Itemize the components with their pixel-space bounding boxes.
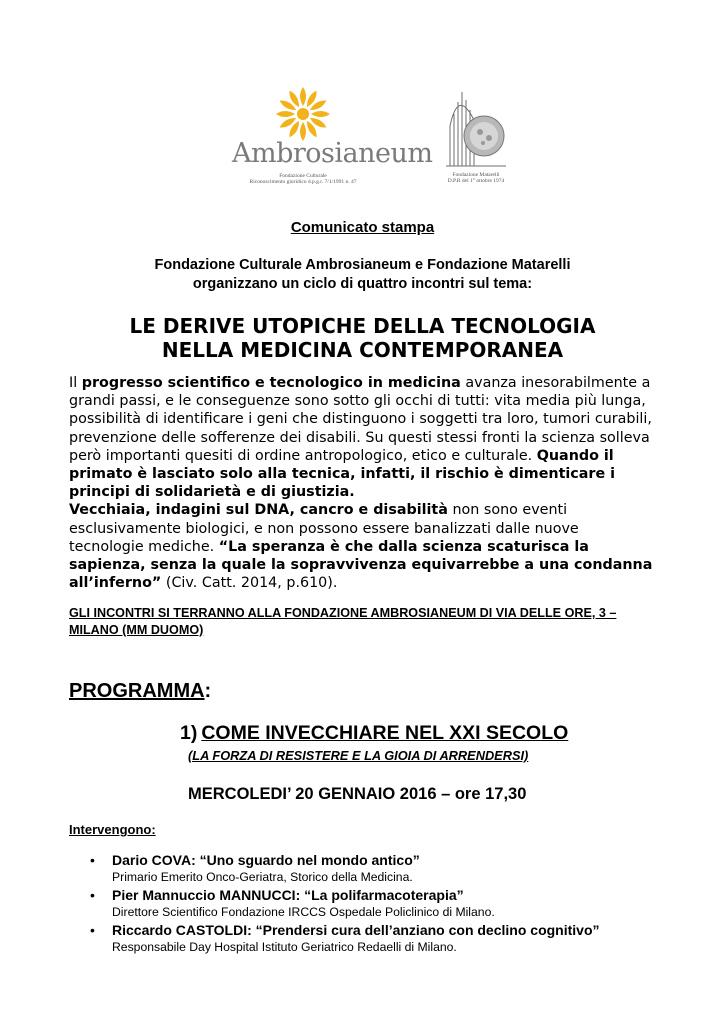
matarelli-logo bbox=[436, 86, 516, 196]
speaker-role: Direttore Scientifico Fondazione IRCCS Ospedale Policlinico di Milano. bbox=[112, 905, 495, 919]
event-name: COME INVECCHIARE NEL XXI SECOLO bbox=[201, 722, 569, 744]
bullet-icon: • bbox=[90, 887, 95, 903]
body-text-segment: avanza inesorabilmente a grandi passi, e le conseguenze sono sotto gli occhi di tutti: vita media più lunga, possibilità di identificare i geni che distinguono i soggetti tra loro, tumori curabili, prevenzione delle sofferenze dei disabili. Su questi stessi fronti la scienza solleva però importanti quesiti di ordine antropologico, etico e culturale. bbox=[69, 375, 652, 464]
bullet-icon: • bbox=[90, 852, 95, 868]
program-heading-label: PROGRAMMA bbox=[69, 680, 205, 702]
program-heading bbox=[69, 680, 211, 703]
press-release-label: Comunicato stampa bbox=[290, 219, 435, 236]
speaker-role: Responsabile Day Hospital Istituto Geriatrico Redaelli di Milano. bbox=[112, 940, 457, 954]
list-item bbox=[90, 852, 690, 885]
event-date: MERCOLEDI’ 20 GENNAIO 2016 – ore 17,30 bbox=[188, 785, 527, 803]
body-text-segment: non sono eventi esclusivamente biologici, e non possono essere banalizzati dalle nuove tecnologie mediche. bbox=[69, 502, 579, 555]
body-bold-segment: Quando il primato è lasciato solo alla tecnica, infatti, il rischio è dimenticare i principi di solidarietà e di giustizia. bbox=[69, 447, 616, 501]
event-number: 1) bbox=[180, 722, 198, 744]
speakers-list bbox=[90, 852, 690, 957]
body-text-segment: Il bbox=[69, 375, 82, 391]
list-item bbox=[90, 887, 690, 920]
ambrosianeum-caption-2: Riconoscimento giuridico d.p.g.r. 7/1/1991 n. 47 bbox=[249, 179, 357, 185]
matarelli-emblem-icon bbox=[436, 86, 516, 170]
main-title-line-1: LE DERIVE UTOPICHE DELLA TECNOLOGIA bbox=[129, 314, 596, 338]
intro-line-1: Fondazione Culturale Ambrosianeum e Fondazione Matarelli bbox=[154, 257, 571, 273]
speaker-name: Dario COVA: “Uno sguardo nel mondo antico” bbox=[112, 852, 420, 868]
intro-line-2: organizzano un ciclo di quattro incontri sul tema: bbox=[192, 276, 533, 292]
matarelli-caption-1: Fondazione Matarelli bbox=[452, 172, 500, 178]
speaker-name: Riccardo CASTOLDI: “Prendersi cura dell’anziano con declino cognitivo” bbox=[112, 922, 600, 938]
body-paragraph bbox=[69, 374, 654, 592]
speaker-name: Pier Mannuccio MANNUCCI: “La polifarmacoterapia” bbox=[112, 887, 464, 903]
venue-notice: GLI INCONTRI SI TERRANNO ALLA FONDAZIONE AMBROSIANEUM DI VIA DELLE ORE, 3 – MILANO (MM DUOMO) bbox=[69, 606, 617, 637]
speakers-label: Intervengono: bbox=[69, 822, 156, 837]
event-subtitle: (LA FORZA DI RESISTERE E LA GIOIA DI ARRENDERSI) bbox=[188, 748, 529, 763]
sun-emblem-icon bbox=[275, 86, 331, 142]
speaker-role: Primario Emerito Onco-Geriatra, Storico della Medicina. bbox=[112, 870, 413, 884]
body-bold-segment: Vecchiaia, indagini sul DNA, cancro e disabilità bbox=[69, 502, 448, 519]
ambrosianeum-logo bbox=[228, 86, 433, 196]
event-title bbox=[180, 722, 568, 745]
ambrosianeum-caption-1: Fondazione Culturale bbox=[279, 173, 327, 179]
matarelli-caption-2: D.P.R del 1° ottobre 1974 bbox=[447, 178, 505, 184]
program-heading-colon: : bbox=[204, 680, 212, 702]
bullet-icon: • bbox=[90, 922, 95, 938]
citation-segment: (Civ. Catt. 2014, p.610). bbox=[161, 575, 338, 592]
ambrosianeum-wordmark: Ambrosianeum bbox=[232, 138, 433, 169]
quote-segment: “La speranza è che dalla scienza scaturisca la sapienza, senza la quale la sopravvivenza equivarrebbe a una condanna all’inferno” bbox=[69, 538, 653, 592]
list-item bbox=[90, 922, 690, 955]
main-title-line-2: NELLA MEDICINA CONTEMPORANEA bbox=[161, 338, 564, 362]
body-bold-segment: progresso scientifico e tecnologico in medicina bbox=[81, 375, 461, 391]
